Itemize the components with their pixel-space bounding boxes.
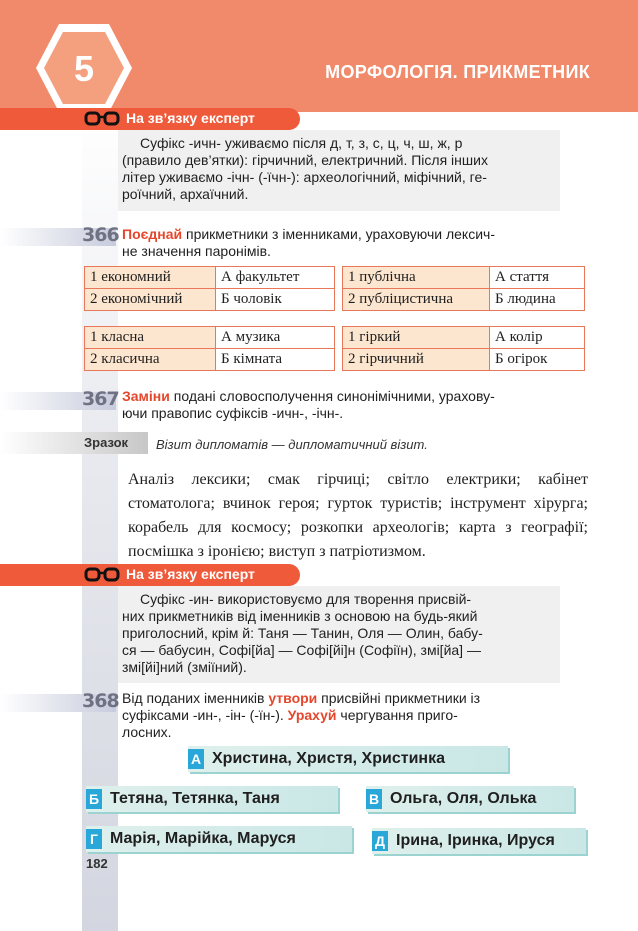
page-number: 182 xyxy=(86,856,108,871)
exercise-instruction: Поєднай прикметники з іменниками, ураховуючи лексич- не значення паронімів. xyxy=(122,226,495,259)
exercise-number: 366 xyxy=(82,224,119,246)
expert-line: них прикметників від іменників з основою на будь-який xyxy=(122,608,478,624)
sample-text: Візит дипломатів — дипломатичний візит. xyxy=(156,437,428,452)
match-table: 1 гіркий А колір 2 гірчичний Б огірок xyxy=(342,326,585,371)
expert-note xyxy=(118,130,560,211)
group-names: Ольга, Оля, Олька xyxy=(390,790,537,807)
sample-label: Зразок xyxy=(84,435,129,450)
expert-line: роїчний, архаїчний. xyxy=(122,186,249,202)
expert-line: приголосний, крім й: Таня — Танин, Оля — Олин, бабу- xyxy=(122,625,483,641)
exercise-instruction: Від поданих іменників утвори присвійні прикметники із суфіксами -ин-, -ін- (-їн-). Урахуй чергування приго- лосних. xyxy=(122,690,481,740)
chapter-number: 5 xyxy=(73,48,95,89)
expert-label: На зв’язку експерт xyxy=(126,566,255,582)
expert-note xyxy=(118,586,560,683)
group-letter: Б xyxy=(86,789,102,809)
exercise-phrases: Аналіз лексики; смак гірчиці; світло електрики; кабінет стоматолога; вчинок героя; гурток туристів; інструмент хірурга; корабель для космосу; розкопки археологів; карта з географії; посмішка з іронією; виступ з патріотизмом. xyxy=(128,471,588,560)
expert-line: ся — бабусин, Софі[йа] — Софі[йі]н (Софіїн), змі[йа] — xyxy=(122,642,481,658)
group-letter: Д xyxy=(372,831,388,851)
match-table: 1 класна А музика 2 класична Б кімната xyxy=(84,326,335,371)
match-table: 1 економний А факультет 2 економічний Б чоловік xyxy=(84,266,335,311)
exercise-number: 368 xyxy=(82,690,119,712)
exercise-instruction: Заміни подані словосполучення синонімічними, урахову- ючи правопис суфіксів -ичн-, -ічн-. xyxy=(122,388,495,421)
group-names: Ірина, Іринка, Ируся xyxy=(396,832,555,849)
group-names: Тетяна, Тетянка, Таня xyxy=(110,790,280,807)
expert-label: На зв’язку експерт xyxy=(126,110,255,126)
glasses-icon xyxy=(84,566,120,584)
name-group xyxy=(188,746,508,772)
expert-line: Суфікс -ичн- уживаємо після д, т, з, с, ц, ч, ш, ж, р xyxy=(140,135,463,151)
name-group xyxy=(366,786,574,812)
chapter-title: МОРФОЛОГІЯ. ПРИКМЕТНИК xyxy=(325,62,590,82)
name-group xyxy=(86,826,352,852)
exercise-number: 367 xyxy=(82,388,119,410)
expert-line: змі[йі]ний (зміїний). xyxy=(122,659,247,675)
name-group xyxy=(86,786,338,812)
group-names: Христина, Христя, Христинка xyxy=(212,750,445,767)
chapter-number-badge xyxy=(34,18,134,118)
expert-bar xyxy=(0,564,300,586)
name-group xyxy=(372,828,586,854)
group-names: Марія, Марійка, Маруся xyxy=(110,830,296,847)
expert-line: літер уживаємо -ічн- (-їчн-): археологічний, міфічний, ге- xyxy=(122,169,487,185)
match-table: 1 публічна А стаття 2 публіцистична Б людина xyxy=(342,266,585,311)
expert-bar xyxy=(0,108,300,130)
glasses-icon xyxy=(84,110,120,128)
expert-line: (правило дев’ятки): гірчичний, електричний. Після інших xyxy=(122,152,488,168)
group-letter: Г xyxy=(86,829,102,849)
group-letter: В xyxy=(366,789,382,809)
expert-line: Суфікс -ин- використовуємо для творення присвій- xyxy=(140,591,472,607)
group-letter: А xyxy=(188,749,204,769)
